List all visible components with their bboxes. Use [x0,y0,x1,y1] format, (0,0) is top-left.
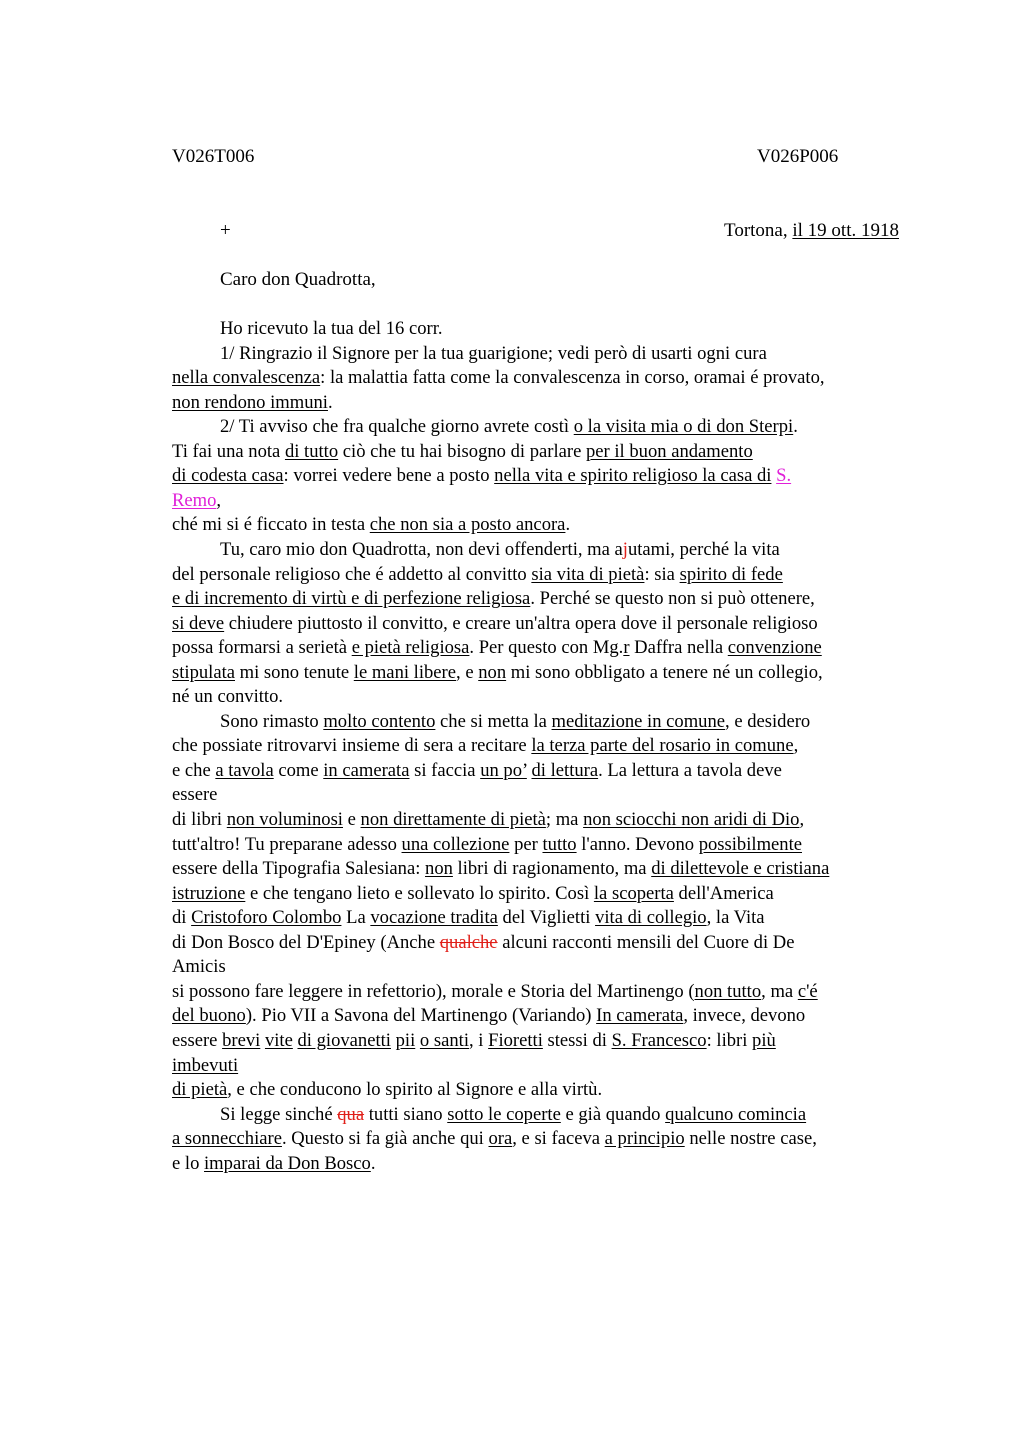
underlined-text: c'é [797,980,818,1002]
text-segment: Amicis [172,956,226,978]
underlined-text: una collezione [401,833,510,855]
text-line [220,318,443,340]
underlined-text: di dilettevole e cristiana [651,858,830,880]
text-segment: : libri [706,1029,753,1051]
text-segment: , e desidero [725,710,811,732]
text-segment: l'anno. Devono [576,833,699,855]
text-segment: . [370,1152,376,1174]
salutation: Caro don Quadrotta, [220,269,376,290]
underlined-text: brevi [222,1029,261,1051]
text-segment: , invece, devono [683,1005,806,1027]
text-line [220,343,767,365]
text-segment: La [341,907,371,929]
text-segment: dell'America [673,882,774,904]
text-line [172,735,798,757]
underlined-text: che non sia a posto ancora [369,514,566,536]
text-line [172,613,818,635]
text-line [172,907,765,929]
text-line [172,514,570,536]
text-segment: . Per questo con Mg. [469,637,624,659]
text-line [172,1079,602,1101]
underlined-text: o la visita mia o di don Sterpi [573,416,794,438]
text-line [220,539,780,561]
underlined-text: imbevuti [172,1054,239,1076]
underlined-text: non rendono immuni [172,391,328,413]
underlined-text: vocazione tradita [370,907,498,929]
text-segment: , [793,735,799,757]
text-segment: . La lettura a tavola deve [598,759,782,781]
text-segment: chiudere piuttosto il convitto, e creare un'altra opera dove il personale religioso [224,612,818,634]
underlined-text: meditazione in comune [551,710,726,732]
text-segment: j [622,538,628,560]
text-segment: Ti fai una nota [172,440,285,462]
place: Tortona, [724,220,793,241]
underlined-text: non [425,858,453,880]
underlined-text: del buono [172,1005,246,1027]
text-line [172,1128,817,1150]
text-line [172,637,822,659]
underlined-text: vite [264,1029,293,1051]
text-segment: . [793,416,798,438]
underlined-text: a principio [604,1128,685,1150]
text-segment: : la malattia fatta come la convalescenza in corso, oramai é provato, [320,367,825,389]
text-line [172,809,804,831]
underlined-text: S. [776,465,792,487]
text-segment: essere [172,1029,223,1051]
text-segment: Ho ricevuto la tua del 16 corr. [220,318,443,339]
underlined-text: un po’ [480,759,527,781]
underlined-text: nella convalescenza [172,367,321,389]
text-segment: del Viglietti [497,907,596,929]
underlined-text: di pietà [172,1079,228,1101]
date: il 19 ott. 1918 [792,220,899,241]
underlined-text: S. Francesco [611,1029,707,1051]
text-segment: utami, perché la vita [627,538,780,560]
underlined-text: Fioretti [488,1029,543,1051]
text-segment: , i [469,1029,489,1051]
text-segment: : sia [644,563,680,585]
text-line [172,588,815,610]
text-line [172,834,802,856]
underlined-text: si deve [172,612,225,634]
text-segment: : vorrei vedere bene a posto [283,465,495,487]
text-line [220,416,798,438]
text-line [172,858,829,880]
underlined-text: per il buon andamento [585,440,753,462]
text-segment: essere della Tipografia Salesiana: [172,858,426,880]
text-segment: si faccia [409,759,481,781]
text-segment: del personale religioso che é addetto al convitto [172,563,532,585]
text-line [172,883,774,905]
underlined-text: r [623,637,630,659]
underlined-text: tutto [542,833,577,855]
text-segment: possa formarsi a serietà [172,637,352,659]
text-line [172,367,825,389]
text-segment: ché mi si é ficcato in testa [172,514,370,536]
document-code-left: V026T006 [172,146,255,167]
underlined-text: stipulata [172,661,235,683]
text-segment: e [342,809,361,830]
underlined-text: nella vita e spirito religioso la casa di [494,465,772,487]
underlined-text: sotto le coperte [447,1103,561,1125]
text-segment: essere [172,784,218,806]
text-line [220,711,810,733]
text-line [172,932,794,954]
text-line [172,686,283,708]
underlined-text: non voluminosi [226,809,343,830]
underlined-text: vita di collegio [595,907,707,929]
text-line [172,441,753,463]
struck-word: qua [337,1103,365,1125]
underlined-text: qualcuno comincia [665,1103,807,1125]
text-line [172,1030,776,1052]
text-segment: , ma [761,980,798,1002]
text-segment: tutti siano [364,1103,448,1125]
text-segment: Tu, caro mio don Quadrotta, non devi offenderti, ma a [220,538,623,560]
underlined-text: non direttamente di pietà [360,809,546,830]
text-segment: ; ma [545,809,584,830]
text-segment: . Perché se questo non si può ottenere, [530,588,815,610]
text-segment: Sono rimasto [220,710,324,732]
text-line [172,981,818,1003]
text-line [172,1005,805,1027]
text-segment: 2/ Ti avviso che fra qualche giorno avrete costì [220,416,574,438]
text-segment: , e che conducono lo spirito al Signore e alla virtù. [227,1079,603,1101]
text-line [172,564,783,586]
text-segment: che si metta la [435,710,552,732]
text-segment: né un convitto. [172,686,284,708]
text-line [172,465,791,487]
text-segment: di libri [172,809,227,830]
text-segment: . [565,514,571,536]
text-line [172,760,782,782]
underlined-text: possibilmente [698,833,802,855]
text-segment: alcuni racconti mensili del Cuore di De [497,931,795,953]
underlined-text: a tavola [215,759,274,781]
text-segment: per [509,833,543,855]
text-segment: , [216,489,222,511]
text-line [172,490,221,512]
text-segment: mi sono obbligato a tenere né un collegio, [506,661,823,683]
underlined-text: e pietà religiosa [351,637,470,659]
text-segment: e lo [172,1152,205,1174]
text-line [172,956,226,978]
underlined-text: istruzione [172,882,246,904]
underlined-text: non [478,661,507,683]
text-segment: stessi di [542,1029,612,1051]
underlined-text: di giovanetti [297,1029,391,1051]
text-segment: . [327,391,333,413]
text-segment: che possiate ritrovarvi insieme di sera a recitare [172,735,532,757]
text-segment: , e [456,661,479,683]
text-segment: di Don Bosco del D'Epiney (Anche [172,931,440,953]
text-segment: , [799,809,805,830]
underlined-text: pii [395,1029,416,1051]
underlined-text: In camerata [596,1005,684,1027]
text-segment: di [172,907,192,929]
underlined-text: di tutto [284,440,339,462]
underlined-text: imparai da Don Bosco [204,1152,371,1174]
text-line [172,784,217,806]
text-line [172,392,333,414]
text-segment: libri di ragionamento, ma [452,858,652,880]
underlined-text: di codesta casa [172,465,284,487]
text-segment: e che [172,759,216,781]
dateline [724,220,899,242]
underlined-text: Remo [172,489,217,511]
underlined-text: più [752,1029,776,1051]
underlined-text: non sciocchi non aridi di Dio [583,809,800,830]
text-segment: tutt'altro! Tu preparane adesso [172,833,402,855]
underlined-text: la terza parte del rosario in comune [531,735,794,757]
text-segment: si possono fare leggere in refettorio), morale e Storia del Martinengo ( [172,980,695,1002]
underlined-text: sia vita di pietà [531,563,645,585]
text-segment: Daffra nella [629,637,728,659]
document-code-right: V026P006 [757,146,839,167]
text-line [220,1104,806,1126]
underlined-text: Cristoforo Colombo [191,907,342,929]
text-segment: nelle nostre case, [684,1128,817,1150]
struck-word: qualche [439,931,498,953]
text-line [172,1055,238,1077]
underlined-text: ora [488,1128,513,1150]
text-line [172,662,823,684]
underlined-text: molto contento [323,710,436,732]
text-segment: come [273,759,324,781]
text-segment: e che tengano lieto e sollevato lo spirito. Così [245,882,594,904]
underlined-text: convenzione [727,637,822,659]
cross-mark: + [220,220,231,241]
underlined-text: non tutto [694,980,762,1002]
text-segment: mi sono tenute [235,661,354,683]
text-line [172,1153,375,1175]
text-segment: , la Vita [706,907,765,929]
text-segment: ). Pio VII a Savona del Martinengo (Variando) [245,1005,597,1027]
underlined-text: o santi [419,1029,469,1051]
underlined-text: la scoperta [593,882,674,904]
underlined-text: in camerata [323,759,410,781]
text-segment: 1/ Ringrazio il Signore per la tua guarigione; vedi però di usarti ogni cura [220,342,767,364]
text-segment: , e si faceva [512,1128,605,1150]
text-segment: . Questo si fa già anche qui [281,1128,489,1150]
text-segment: ciò che tu hai bisogno di parlare [338,440,586,462]
underlined-text: spirito di fede [679,563,783,585]
underlined-text: di lettura [531,759,599,781]
underlined-text: a sonnecchiare [172,1128,282,1150]
text-segment: Si legge sinché [220,1103,338,1125]
text-segment: e già quando [560,1103,666,1125]
underlined-text: le mani libere [353,661,457,683]
underlined-text: e di incremento di virtù e di perfezione religiosa [172,588,531,610]
